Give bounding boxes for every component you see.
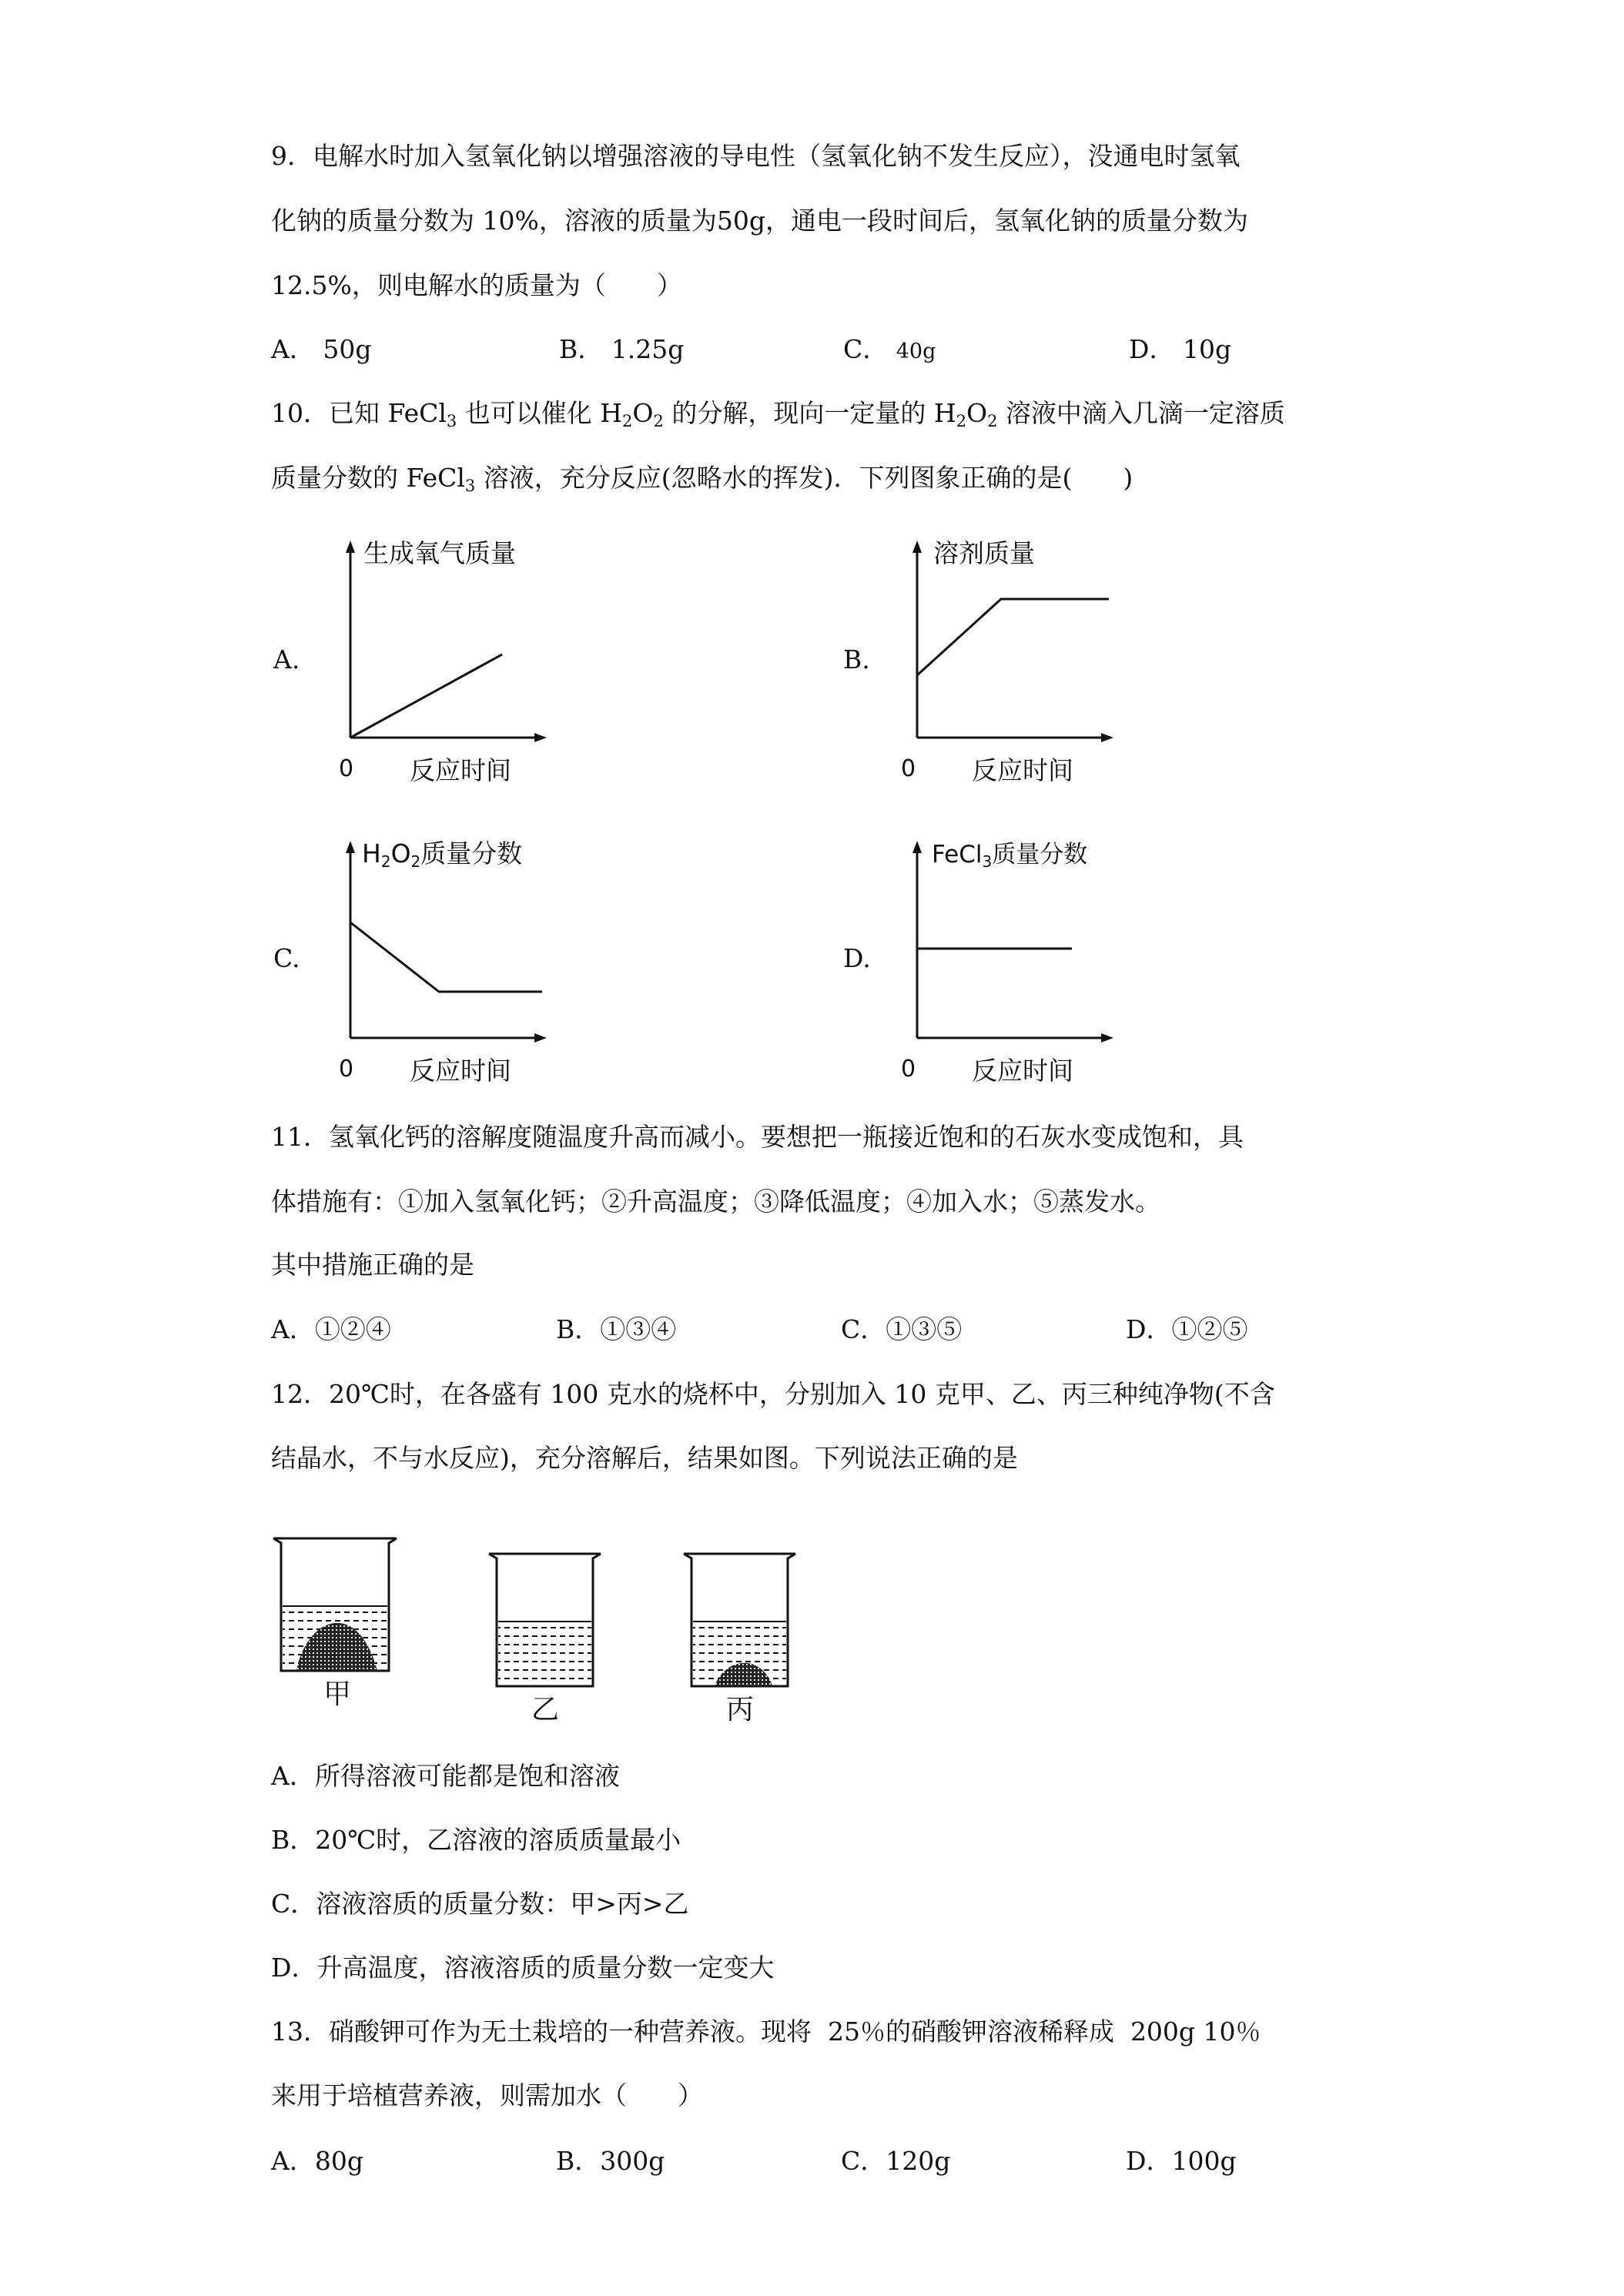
q12-line-1: 12．20℃时，在各盛有 100 克水的烧杯中，分别加入 10 克甲、乙、丙三种纯净物(不含 bbox=[271, 1379, 1275, 1409]
x-axis-label: 反应时间 bbox=[972, 1056, 1073, 1086]
origin-label: 0 bbox=[901, 1056, 916, 1083]
x-axis-label: 反应时间 bbox=[972, 755, 1073, 785]
text-run: 10．已知 FeCl bbox=[271, 398, 447, 428]
q11-option-b[interactable] bbox=[556, 1314, 677, 1344]
graph-c bbox=[339, 839, 570, 1093]
graph-d-letter[interactable]: D. bbox=[843, 943, 871, 973]
q13-option-a[interactable] bbox=[271, 2148, 363, 2174]
option-letter: B． bbox=[556, 2146, 601, 2176]
option-letter: D． bbox=[1126, 1314, 1172, 1344]
text-run: 溶液中滴入几滴一定溶质 bbox=[997, 398, 1285, 428]
option-text: 120g bbox=[886, 2146, 951, 2176]
x-axis-arrow-icon bbox=[534, 733, 547, 742]
q12-option-b[interactable]: B．20℃时，乙溶液的溶质质量最小 bbox=[271, 1825, 681, 1855]
y-axis-label: 溶剂质量 bbox=[933, 538, 1035, 568]
q12-option-a[interactable]: A．所得溶液可能都是饱和溶液 bbox=[271, 1761, 620, 1791]
beaker-bing bbox=[684, 1554, 795, 1725]
y-axis-arrow-icon bbox=[912, 841, 922, 853]
q10-line-1 bbox=[271, 400, 1285, 430]
option-letter: C． bbox=[841, 1314, 886, 1344]
q9-line-3: 12.5%，则电解水的质量为（ ） bbox=[271, 270, 682, 300]
label-run: 质量分数 bbox=[992, 841, 1088, 869]
label-subscript: 3 bbox=[982, 852, 993, 871]
q12-line-2: 结晶水，不与水反应)，充分溶解后，结果如图。下列说法正确的是 bbox=[271, 1443, 1018, 1473]
x-axis-arrow-icon bbox=[1101, 733, 1113, 742]
subscript: 2 bbox=[653, 412, 664, 430]
y-axis-arrow-icon bbox=[346, 541, 355, 553]
beaker-label: 乙 bbox=[531, 1694, 560, 1725]
q9-option-c[interactable] bbox=[843, 336, 936, 362]
option-letter: A． bbox=[271, 2146, 315, 2176]
text-run: 的分解，现向一定量的 H bbox=[663, 398, 956, 428]
subscript: 3 bbox=[464, 477, 476, 495]
q9-option-d[interactable] bbox=[1129, 336, 1231, 362]
option-letter: A． bbox=[271, 334, 315, 364]
graph-c-letter[interactable]: C. bbox=[273, 943, 300, 973]
graph-a bbox=[339, 539, 570, 793]
q10-line-2 bbox=[271, 465, 1133, 494]
label-run: 质量分数 bbox=[420, 838, 523, 869]
option-text: 10g bbox=[1182, 334, 1232, 364]
beakers-figure bbox=[270, 1532, 824, 1725]
q9-line-1: 9．电解水时加入氢氧化钠以增强溶液的导电性（氢氧化钠不发生反应），没通电时氢氧 bbox=[271, 141, 1241, 171]
q11-line-1: 11．氢氧化钙的溶解度随温度升高而减小。要想把一瓶接近饱和的石灰水变成饱和，具 bbox=[271, 1122, 1244, 1152]
text-run: 溶液，充分反应(忽略水的挥发)．下列图象正确的是( ) bbox=[475, 463, 1133, 493]
option-text: ①②④ bbox=[314, 1314, 391, 1344]
y-axis-label: 生成氧气质量 bbox=[363, 538, 516, 568]
option-letter: D． bbox=[1129, 334, 1175, 364]
option-letter: D． bbox=[1126, 2146, 1172, 2176]
q13-option-b[interactable] bbox=[556, 2148, 665, 2174]
q11-option-d[interactable] bbox=[1126, 1314, 1248, 1344]
q12-option-c[interactable]: C．溶液溶质的质量分数：甲>丙>乙 bbox=[271, 1889, 689, 1919]
q11-option-a[interactable] bbox=[271, 1314, 391, 1344]
origin-label: 0 bbox=[339, 755, 354, 782]
q11-line-3: 其中措施正确的是 bbox=[271, 1250, 474, 1280]
option-text: ①②⑤ bbox=[1171, 1314, 1248, 1344]
subscript: 3 bbox=[446, 412, 457, 430]
option-text: ①③⑤ bbox=[886, 1314, 963, 1344]
origin-label: 0 bbox=[901, 755, 916, 782]
text-run: O bbox=[632, 398, 654, 428]
y-axis-arrow-icon bbox=[912, 541, 922, 553]
curve-linear-increase bbox=[350, 654, 502, 738]
subscript: 2 bbox=[987, 412, 998, 430]
q9-option-a[interactable] bbox=[271, 336, 371, 362]
option-letter: C． bbox=[843, 334, 889, 364]
beaker-yi bbox=[489, 1554, 601, 1725]
option-text: 40g bbox=[896, 340, 936, 363]
curve-rise-then-flat bbox=[917, 599, 1109, 675]
curve-fall-then-flat bbox=[350, 922, 542, 992]
label-subscript: 2 bbox=[380, 852, 391, 871]
option-text: 100g bbox=[1171, 2146, 1237, 2176]
option-text: ①③④ bbox=[600, 1314, 677, 1344]
graph-d bbox=[901, 839, 1137, 1093]
label-run: FeCl bbox=[932, 841, 983, 869]
q11-option-c[interactable] bbox=[841, 1314, 963, 1344]
label-run: H bbox=[362, 838, 381, 869]
y-axis-arrow-icon bbox=[346, 841, 355, 853]
beaker-jia bbox=[273, 1538, 397, 1710]
subscript: 2 bbox=[956, 412, 966, 430]
graph-b bbox=[901, 538, 1137, 793]
q9-line-2: 化钠的质量分数为 10%，溶液的质量为50g，通电一段时间后，氢氧化钠的质量分数为 bbox=[271, 206, 1248, 236]
option-letter: B． bbox=[559, 334, 604, 364]
x-axis-arrow-icon bbox=[1101, 1033, 1113, 1043]
q13-line-1: 13．硝酸钾可作为无土栽培的一种营养液。现将 25％的硝酸钾溶液稀释成 200g 10％ bbox=[271, 2017, 1261, 2047]
option-letter: A． bbox=[271, 1314, 315, 1344]
graph-a-letter[interactable]: A. bbox=[273, 644, 300, 674]
beaker-label: 丙 bbox=[725, 1694, 755, 1725]
option-letter: C． bbox=[841, 2146, 886, 2176]
subscript: 2 bbox=[622, 412, 633, 430]
q13-line-2: 来用于培植营养液，则需加水（ ） bbox=[271, 2080, 703, 2110]
text-run: O bbox=[966, 398, 988, 428]
label-run: O bbox=[390, 838, 411, 869]
label-subscript: 2 bbox=[410, 852, 421, 871]
x-axis-arrow-icon bbox=[534, 1033, 547, 1043]
beaker-label: 甲 bbox=[323, 1678, 352, 1710]
graph-b-letter[interactable]: B. bbox=[843, 644, 870, 674]
origin-label: 0 bbox=[339, 1056, 354, 1083]
y-axis-label bbox=[932, 841, 1087, 871]
q12-option-d[interactable]: D．升高温度，溶液溶质的质量分数一定变大 bbox=[271, 1953, 775, 1983]
option-text: 300g bbox=[600, 2146, 665, 2176]
option-letter: B． bbox=[556, 1314, 601, 1344]
option-text: 80g bbox=[314, 2146, 363, 2176]
q9-option-b[interactable] bbox=[559, 336, 684, 362]
option-text: 1.25g bbox=[611, 334, 685, 364]
y-axis-label bbox=[362, 838, 522, 871]
q13-option-d[interactable] bbox=[1126, 2148, 1237, 2174]
x-axis-label: 反应时间 bbox=[410, 755, 511, 785]
q11-line-2: 体措施有：①加入氢氧化钙；②升高温度；③降低温度；④加入水；⑤蒸发水。 bbox=[271, 1186, 1160, 1217]
option-text: 50g bbox=[323, 334, 372, 364]
x-axis-label: 反应时间 bbox=[410, 1056, 511, 1086]
text-run: 也可以催化 H bbox=[457, 398, 623, 428]
q13-option-c[interactable] bbox=[841, 2148, 950, 2174]
text-run: 质量分数的 FeCl bbox=[271, 463, 465, 493]
